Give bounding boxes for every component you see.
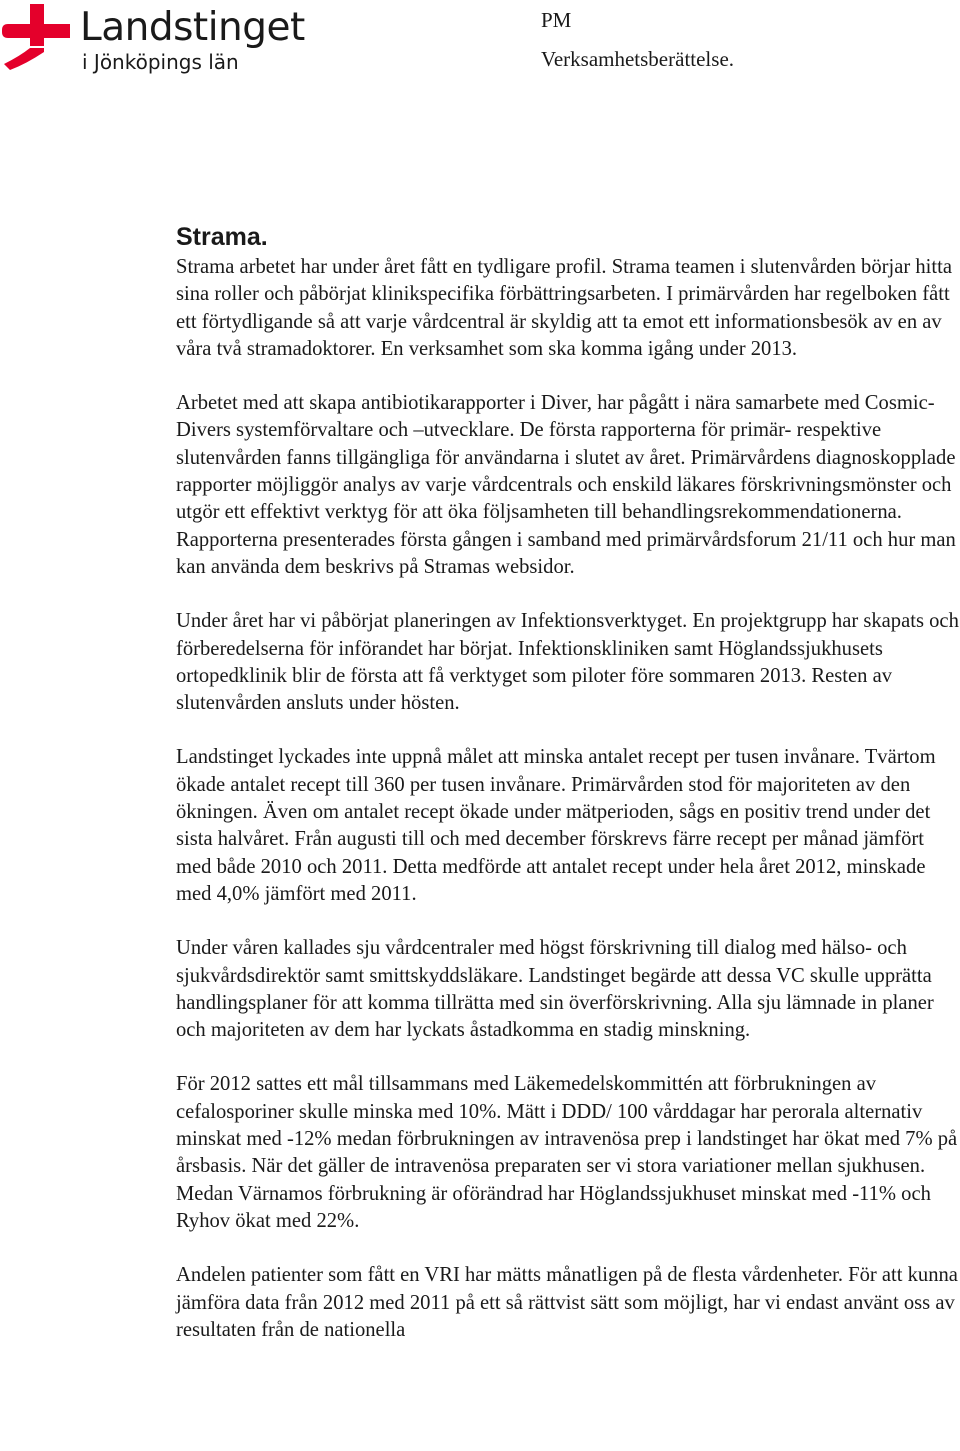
paragraph: Andelen patienter som fått en VRI har mätts månatligen på de flesta vårdenheter. För att kunna jämföra data från 2012 med 2011 på ett så rättvist sätt som möjligt, har vi endast använt oss av resultaten från de nationella [176,1264,958,1341]
document-body [176,221,960,1371]
logo-name: Landstinget [80,5,305,50]
cross-ribbon-icon [0,2,74,74]
logo [0,0,320,80]
paragraph: Landstinget lyckades inte uppnå målet att minska antalet recept per tusen invånare. Tvärtom ökade antalet recept till 360 per tusen invånare. Primärvården stod för majoriteten av den ökningen. Även om antalet recept ökade under mätperioden, sågs en positiv trend under det sista halvåret. Från augusti till och med december förskrevs färre recept per månad jämfört med både 2010 och 2011. Detta medförde att antalet recept under hela året 2012, minskade med 4,0% jämfört med 2011. [176,746,936,905]
document-title: Verksamhetsberättelse. [541,47,735,71]
section-title: Strama. [176,223,268,251]
paragraph: Under året har vi påbörjat planeringen av Infektionsverktyget. En projektgrupp har skapats och förberedelserna för införandet har börjat. Infektionskliniken samt Höglandssjukhusets ortopedklinik blir de första att få verktyget som piloter före sommaren 2013. Resten av slutenvården ansluts under hösten. [176,610,959,715]
paragraph: För 2012 sattes ett mål tillsammans med Läkemedelskommittén att förbrukningen av cefalosporiner skulle minska med 10%. Mätt i DDD/ 100 vårddagar har perorala alternativ minskat med -12% medan förbrukningen av intravenösa prep i landstinget har ökat med 7% på årsbasis. När det gäller de intravenösa preparaten ser vi stora variationer mellan sjukhusen. Medan Värnamos förbrukning är oförändrad har Höglandssjukhuset minskat med -11% och Ryhov ökat med 22%. [176,1073,958,1232]
document-type: PM [541,8,572,32]
paragraph: Strama arbetet har under året fått en tydligare profil. Strama teamen i slutenvården börjar hitta sina roller och påbörjat klinikspecifika förbättringsarbeten. I primärvården har regelboken fått ett förtydligande så att varje vårdcentral är skyldig att ta emot ett informationsbesök av en av våra två stramadoktorer. En verksamhet som ska komma igång under 2013. [176,256,952,360]
paragraph: Arbetet med att skapa antibiotikarapporter i Diver, har pågått i nära samarbete med Cosmic-Divers systemförvaltare och –utvecklare. De första rapporterna för primär- respektive slutenvården fanns tillgängliga för användarna i slutet av året. Primärvårdens diagnoskopplade rapporter möjliggör analys av varje vårdcentrals och enskild läkares förskrivningsmönster och utgör ett effektivt verktyg för att öka följsamheten till behandlingsrekommendationerna. Rapporterna presenterades första gången i samband med primärvårdsforum 21/11 och hur man kan använda dem beskrivs på Stramas websidor. [176,392,956,578]
logo-subtitle: i Jönköpings län [82,50,239,74]
paragraph: Under våren kallades sju vårdcentraler med högst förskrivning till dialog med hälso- och sjukvårdsdirektör samt smittskyddsläkare. Landstinget begärde att dessa VC skulle upprätta handlingsplaner för att komma tillrätta med sin överförskrivning. Alla sju lämnade in planer och majoriteten av dem har lyckats åstadkomma en stadig minskning. [176,937,934,1042]
